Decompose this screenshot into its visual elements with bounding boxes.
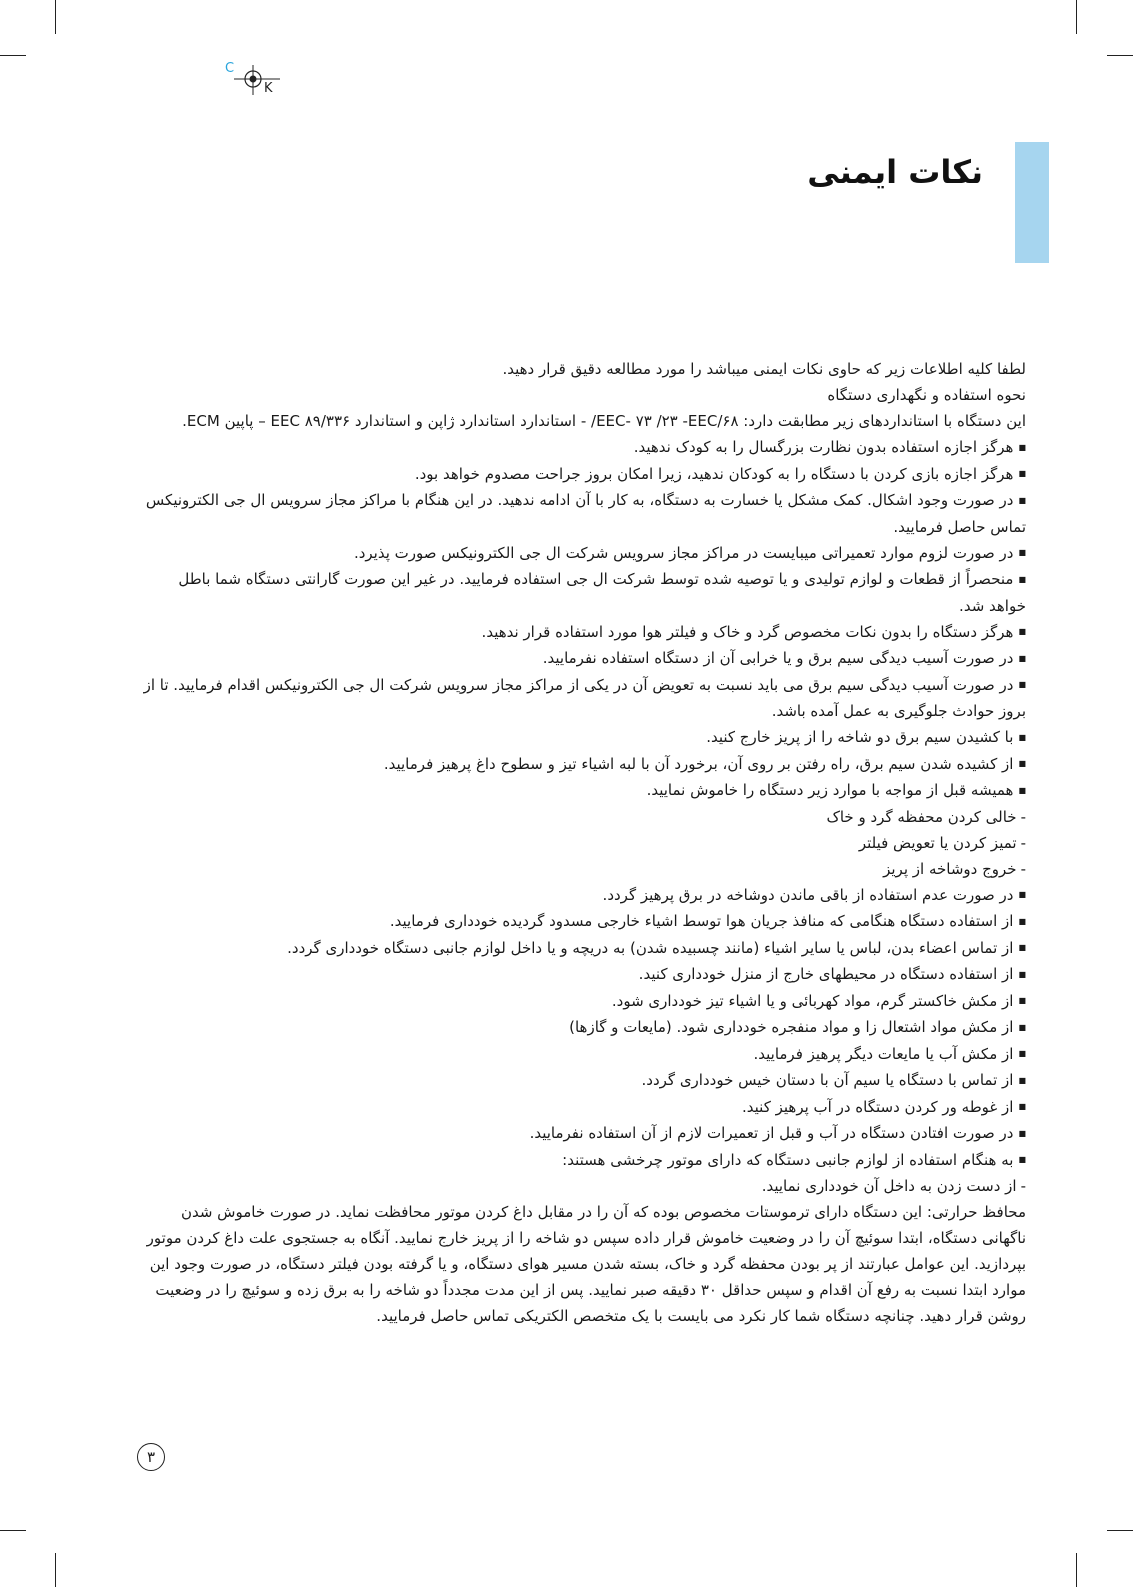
list-item: ■ از تماس با دستگاه یا سیم آن با دستان خیس خودداری گردد.	[140, 1067, 1026, 1094]
crop-mark-top-left-v	[55, 0, 56, 34]
list-item: ■ هرگز اجازه بازی کردن با دستگاه را به کودکان ندهید، زیرا امکان بروز جراحت مصدوم خواهد بود.	[140, 461, 1026, 488]
sub-list-item: - از دست زدن به داخل آن خودداری نمایید.	[140, 1173, 1026, 1199]
crop-mark-bottom-left-v	[55, 1553, 56, 1587]
sub-list-item: - خالی کردن محفظه گرد و خاک	[140, 804, 1026, 830]
standards-text: این دستگاه با استانداردهای زیر مطابقت دارد: EEC- ۷۳ /۲۳ -EEC/۶۸/ - استاندارد استاندارد ژاپن و استاندارد ۸۹/۳۳۶ EEC – پاپین ECM.	[182, 412, 1026, 430]
intro-line: لطفا کلیه اطلاعات زیر که حاوی نکات ایمنی میباشد را مورد مطالعه دقیق قرار دهید.	[502, 360, 1026, 378]
list-item: ■ در صورت وجود اشکال. کمک مشکل یا خسارت به دستگاه، به کار با آن ادامه ندهید. در این هنگام با مراکز مجاز سرویس ال جی الکترونیکس تماس حاصل فرمایید.	[140, 487, 1026, 540]
list-item: ■ در صورت افتادن دستگاه در آب و قبل از تعمیرات لازم از آن استفاده نفرمایید.	[140, 1120, 1026, 1147]
registration-k-label: K	[264, 81, 273, 96]
list-item: ■ از تماس اعضاء بدن، لباس یا سایر اشیاء (مانند چسبیده شدن) به دریچه و یا داخل لوازم جانبی دستگاه خودداری گردد.	[140, 935, 1026, 962]
registration-mark	[222, 62, 282, 98]
safety-list-b	[140, 882, 1026, 1174]
list-item: ■ همیشه قبل از مواجه با موارد زیر دستگاه را خاموش نمایید.	[140, 777, 1026, 804]
thermal-protection-paragraph: محافظ حرارتی: این دستگاه دارای ترموستات مخصوص بوده که آن را در مقابل داغ کردن موتور محافظت نماید. در صورت خاموش شدن ناگهانی دستگاه، ابتدا سوئیچ آن را در وضعیت خاموش قرار داده سپس دو شاخه را از پریز خارج نمایید. آنگاه به جستجوی علت داغ کردن موتور بپردازید. این عوامل عبارتند از پر بودن محفظه گرد و خاک، بسته شدن مسیر هوای دستگاه، و یا گرفته بودن فیلتر دستگاه، در صورت وجود این موارد ابتدا نسبت به رفع آن اقدام و سپس حداقل ۳۰ دقیقه صبر نمایید. پس از این مدت مجدداً دو شاخه را به برق زده و سوئیچ را در وضعیت روشن قرار دهید. چنانچه دستگاه شما کار نکرد می بایست با یک متخصص الکتریکی تماس حاصل فرمایید.	[146, 1203, 1026, 1325]
list-item: ■ از غوطه ور کردن دستگاه در آب پرهیز کنید.	[140, 1094, 1026, 1121]
intro-subtitle: نحوه استفاده و نگهداری دستگاه	[827, 386, 1026, 404]
maintenance-sublist	[140, 804, 1026, 882]
list-item: ■ در صورت عدم استفاده از باقی ماندن دوشاخه در برق پرهیز گردد.	[140, 882, 1026, 909]
sub-list-item: - خروج دوشاخه از پریز	[140, 856, 1026, 882]
page-title: نکات ایمنی	[807, 153, 983, 191]
accessory-sublist	[140, 1173, 1026, 1199]
list-item: ■ با کشیدن سیم برق دو شاخه را از پریز خارج کنید.	[140, 724, 1026, 751]
list-item: ■ از مکش مواد اشتعال زا و مواد منفجره خودداری شود. (مایعات و گازها)	[140, 1014, 1026, 1041]
list-item: ■ هرگز اجازه استفاده بدون نظارت بزرگسال را به کودک ندهید.	[140, 434, 1026, 461]
sub-list-item: - تمیز کردن یا تعویض فیلتر	[140, 830, 1026, 856]
list-item: ■ از کشیده شدن سیم برق، راه رفتن بر روی آن، برخورد آن با لبه اشیاء تیز و سطوح داغ پرهیز فرمایید.	[140, 751, 1026, 778]
list-item: ■ از استفاده دستگاه هنگامی که منافذ جریان هوا توسط اشیاء خارجی مسدود گردیده خودداری فرمایید.	[140, 908, 1026, 935]
registration-c-label: C	[225, 61, 235, 76]
list-item: ■ در صورت آسیب دیدگی سیم برق و یا خرابی آن از دستگاه استفاده نفرمایید.	[140, 645, 1026, 672]
crop-mark-bottom-right-v	[1076, 1553, 1077, 1587]
crop-mark-top-right-h	[1107, 55, 1133, 56]
section-tab	[1015, 142, 1049, 263]
list-item: ■ منحصراً از قطعات و لوازم تولیدی و یا توصیه شده توسط شرکت ال جی استفاده فرمایید. در غیر این صورت گارانتی دستگاه شما باطل خواهد شد.	[140, 566, 1026, 619]
page-number: ۳	[137, 1443, 165, 1471]
crop-mark-bottom-right-h	[1107, 1530, 1133, 1531]
crop-mark-top-right-v	[1076, 0, 1077, 34]
list-item: ■ از استفاده دستگاه در محیطهای خارج از منزل خودداری کنید.	[140, 961, 1026, 988]
safety-content	[140, 356, 1026, 1329]
crop-mark-bottom-left-h	[0, 1530, 26, 1531]
list-item: ■ از مکش خاکستر گرم، مواد کهربائی و یا اشیاء تیز خودداری شود.	[140, 988, 1026, 1015]
list-item: ■ در صورت لزوم موارد تعمیراتی میبایست در مراکز مجاز سرویس شرکت ال جی الکترونیکس صورت پذیرد.	[140, 540, 1026, 567]
safety-list-a	[140, 434, 1026, 804]
crop-mark-top-left-h	[0, 55, 26, 56]
list-item: ■ از مکش آب یا مایعات دیگر پرهیز فرمایید.	[140, 1041, 1026, 1068]
list-item: ■ در صورت آسیب دیدگی سیم برق می باید نسبت به تعویض آن در یکی از مراکز مجاز سرویس شرکت ال جی الکترونیکس اقدام فرمایید. تا از بروز حوادث جلوگیری به عمل آمده باشد.	[140, 672, 1026, 725]
list-item: ■ به هنگام استفاده از لوازم جانبی دستگاه که دارای موتور چرخشی هستند:	[140, 1147, 1026, 1174]
crosshair-icon	[222, 62, 282, 98]
list-item: ■ هرگز دستگاه را بدون نکات مخصوص گرد و خاک و فیلتر هوا مورد استفاده قرار ندهید.	[140, 619, 1026, 646]
